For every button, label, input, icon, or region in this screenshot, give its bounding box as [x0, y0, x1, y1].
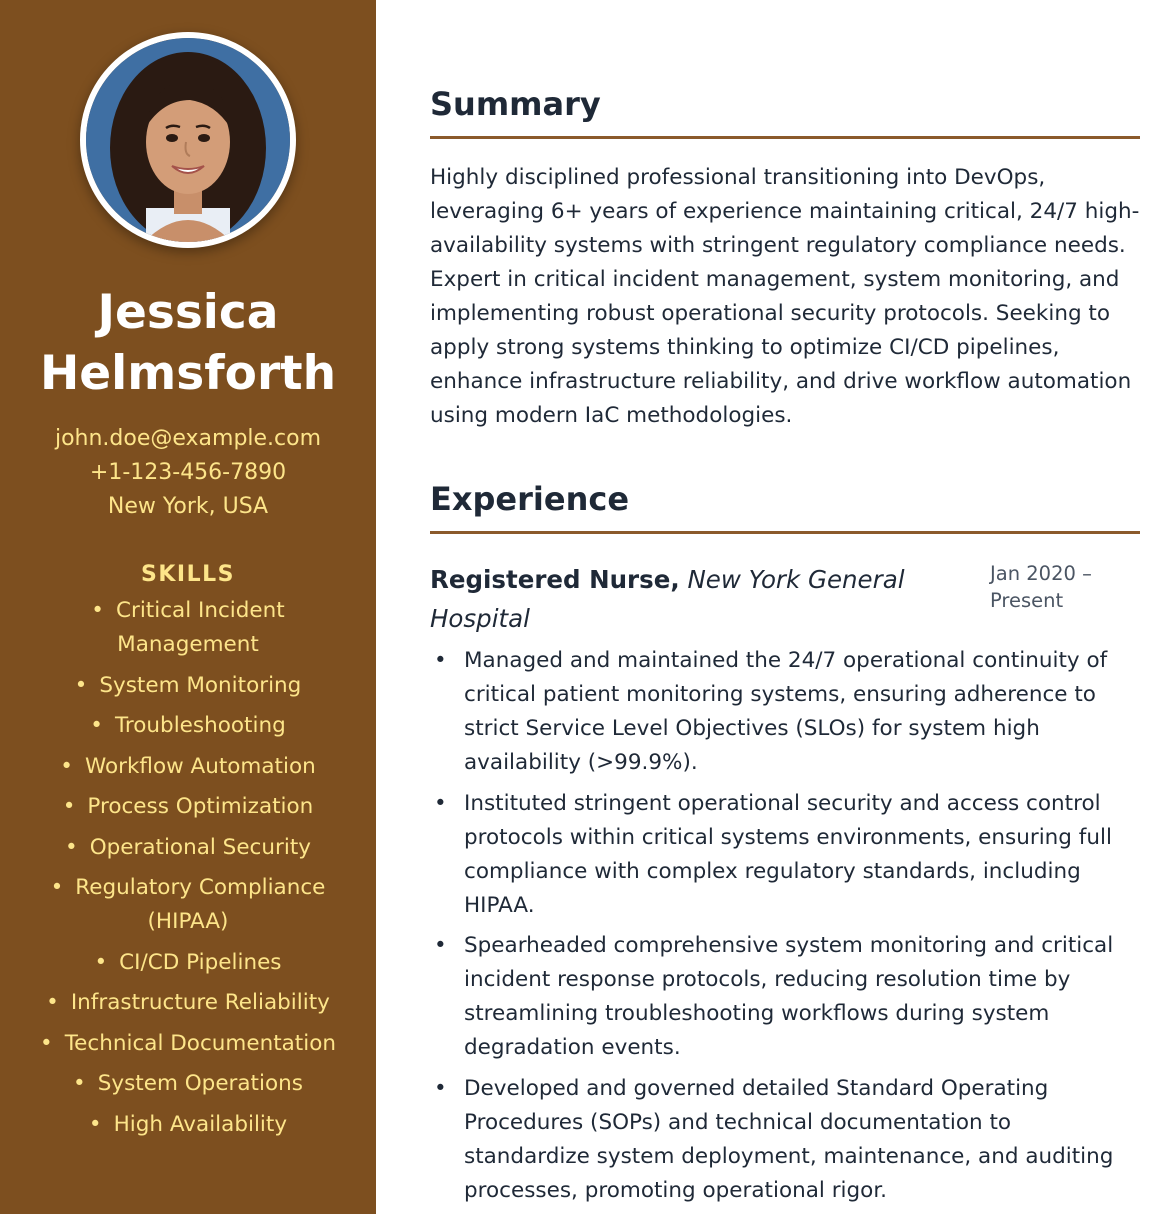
contact-info: [55, 422, 321, 524]
main-content: [376, 0, 1168, 1214]
summary-text: Highly disciplined professional transitioning into DevOps, leveraging 6+ years of experience maintaining critical, 24/7 high-availability systems with stringent regulatory compliance needs. Expert in critical incident management, system monitoring, and implementing robust operational security protocols. Seeking to apply strong systems thinking to optimize CI/CD pipelines, enhance infrastructure reliability, and drive workflow automation using modern IaC methodologies.: [430, 165, 1140, 428]
skill-item: • System Operations: [73, 1071, 303, 1096]
job-role: Registered Nurse,: [430, 565, 680, 594]
location-text: New York, USA: [107, 494, 269, 519]
skill-item: • CI/CD Pipelines: [94, 949, 282, 975]
sidebar: [0, 0, 376, 1214]
job-bullet: • Spearheaded comprehensive system monitoring and critical incident response protocols, reducing resolution time by streamlining troubleshooting workflows during system degradation events.: [434, 933, 1114, 1060]
skill-item: • Critical Incident Management: [91, 598, 285, 657]
skills-list: [23, 594, 353, 1148]
skill-item: • Regulatory Compliance (HIPAA): [50, 875, 326, 934]
skill-item: • System Monitoring: [74, 672, 302, 698]
job-header: [430, 560, 1140, 638]
experience-heading: Experience: [430, 477, 1140, 534]
portrait-photo-icon: [86, 38, 290, 242]
skill-item: • Process Optimization: [62, 794, 314, 819]
skill-item: • High Availability: [88, 1111, 288, 1137]
job-title: [430, 560, 930, 638]
phone-text: +1-123-456-7890: [89, 460, 287, 485]
job-organization: New York General Hospital: [430, 565, 905, 633]
summary-heading: Summary: [430, 82, 1140, 139]
candidate-name: [23, 282, 353, 404]
skill-item: • Technical Documentation: [40, 1030, 336, 1056]
avatar: [80, 32, 296, 248]
job-bullets: [430, 644, 1140, 1208]
job-bullet: • Instituted stringent operational security and access control protocols within critical systems environments, ensuring full compliance with complex regulatory standards, including HIPAA.: [434, 790, 1112, 918]
skills-heading: SKILLS: [141, 562, 235, 587]
skill-item: • Infrastructure Reliability: [46, 990, 330, 1015]
job-bullet: • Developed and governed detailed Standard Operating Procedures (SOPs) and technical documentation to standardize system deployment, maintenance, and auditing processes, promoting operational rigor.: [434, 1075, 1114, 1203]
skill-item: • Workflow Automation: [60, 753, 316, 779]
summary-section: [430, 82, 1140, 433]
skill-item: • Troubleshooting: [90, 713, 286, 738]
job-entry: [430, 560, 1140, 1208]
email-text: john.doe@example.com: [54, 426, 322, 451]
skill-item: • Operational Security: [65, 834, 311, 860]
job-dates: Jan 2020 – Present: [990, 562, 1092, 612]
last-name: Helmsforth: [39, 346, 337, 401]
first-name: Jessica: [97, 285, 279, 340]
job-bullet: • Managed and maintained the 24/7 operational continuity of critical patient monitoring systems, ensuring adherence to strict Service Level Objectives (SLOs) for system high availability (>99.9%).: [434, 648, 1108, 775]
experience-section: [430, 477, 1140, 1208]
